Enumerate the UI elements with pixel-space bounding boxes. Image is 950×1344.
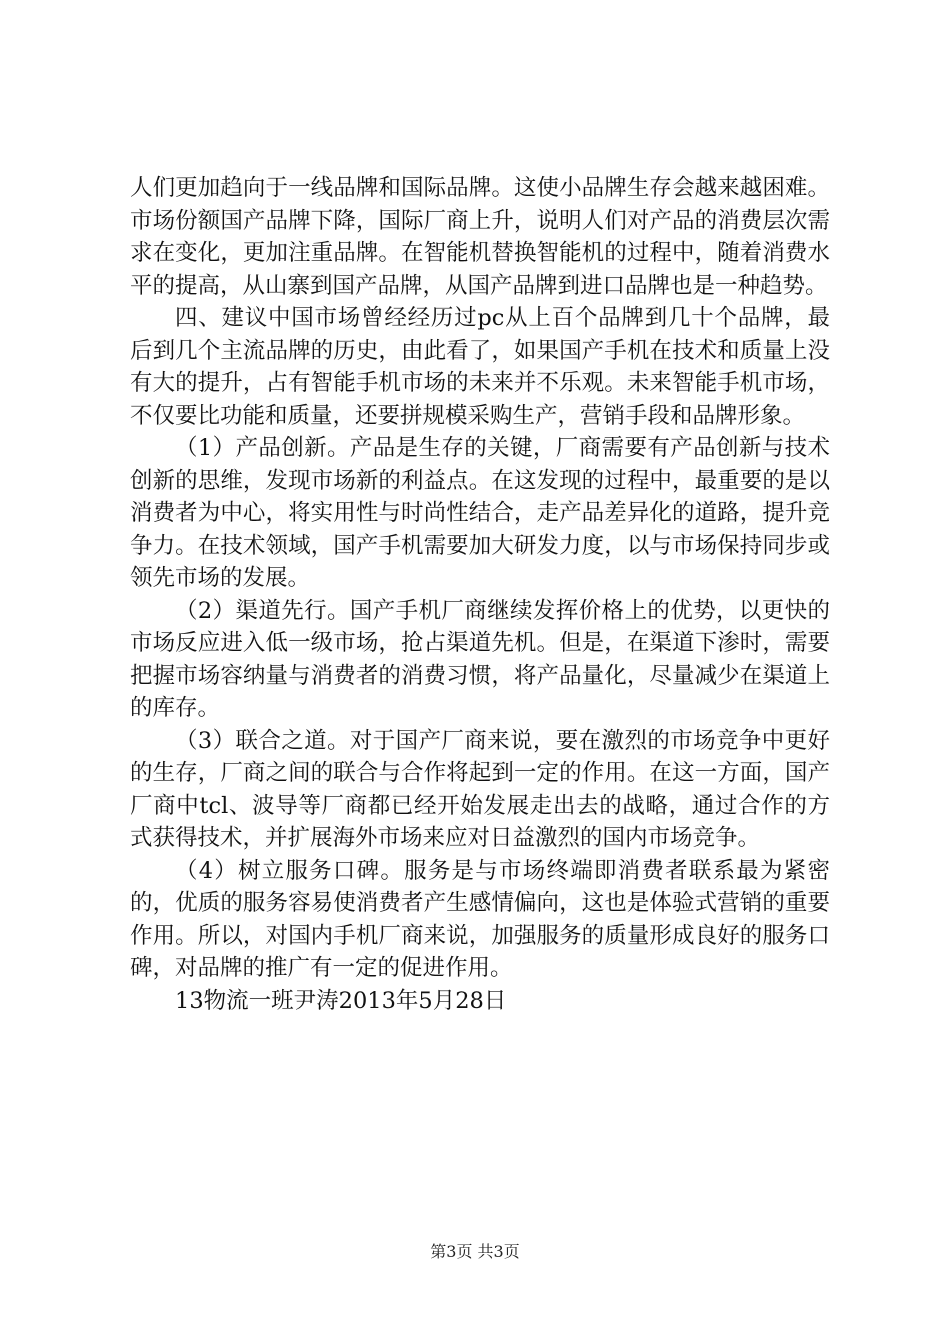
paragraph-alliance: （3）联合之道。对于国产厂商来说，要在激烈的市场竞争中更好的生存，厂商之间的联合与合作将起到一定的作用。在这一方面，国产厂商中tcl、波导等厂商都已经开始发展走出去的战略，通过合作的方式获得技术，并扩展海外市场来应对日益激烈的国内市场竞争。 <box>130 727 830 851</box>
paragraph-service-reputation: （4）树立服务口碑。服务是与市场终端即消费者联系最为紧密的，优质的服务容易使消费者产生感情偏向，这也是体验式营销的重要作用。所以，对国内手机厂商来说，加强服务的质量形成良好的服务口碑，对品牌的推广有一定的促进作用。 <box>130 857 830 981</box>
page-number: 第3页 共3页 <box>430 1242 520 1261</box>
document-body <box>130 172 830 1017</box>
paragraph-channel-first: （2）渠道先行。国产手机厂商继续发挥价格上的优势，以更快的市场反应进入低一级市场，抢占渠道先机。但是，在渠道下渗时，需要把握市场容纳量与消费者的消费习惯，将产品量化，尽量减少在渠道上的库存。 <box>130 597 830 721</box>
author-signature: 13物流一班尹涛2013年5月28日 <box>175 987 507 1014</box>
paragraph-product-innovation: （1）产品创新。产品是生存的关键，厂商需要有产品创新与技术创新的思维，发现市场新的利益点。在这发现的过程中，最重要的是以消费者为中心，将实用性与时尚性结合，走产品差异化的道路，提升竞争力。在技术领域，国产手机需要加大研发力度，以与市场保持同步或领先市场的发展。 <box>130 435 830 591</box>
paragraph-suggestions: 四、建议中国市场曾经经历过pc从上百个品牌到几十个品牌，最后到几个主流品牌的历史，由此看了，如果国产手机在技术和质量上没有大的提升，占有智能手机市场的未来并不乐观。未来智能手机市场，不仅要比功能和质量，还要拼规模采购生产，营销手段和品牌形象。 <box>130 305 830 429</box>
page-footer <box>0 1242 950 1262</box>
paragraph-brand-trend: 人们更加趋向于一线品牌和国际品牌。这使小品牌生存会越来越困难。市场份额国产品牌下降，国际厂商上升，说明人们对产品的消费层次需求在变化，更加注重品牌。在智能机替换智能机的过程中，随着消费水平的提高，从山寨到国产品牌，从国产品牌到进口品牌也是一种趋势。 <box>130 175 830 299</box>
